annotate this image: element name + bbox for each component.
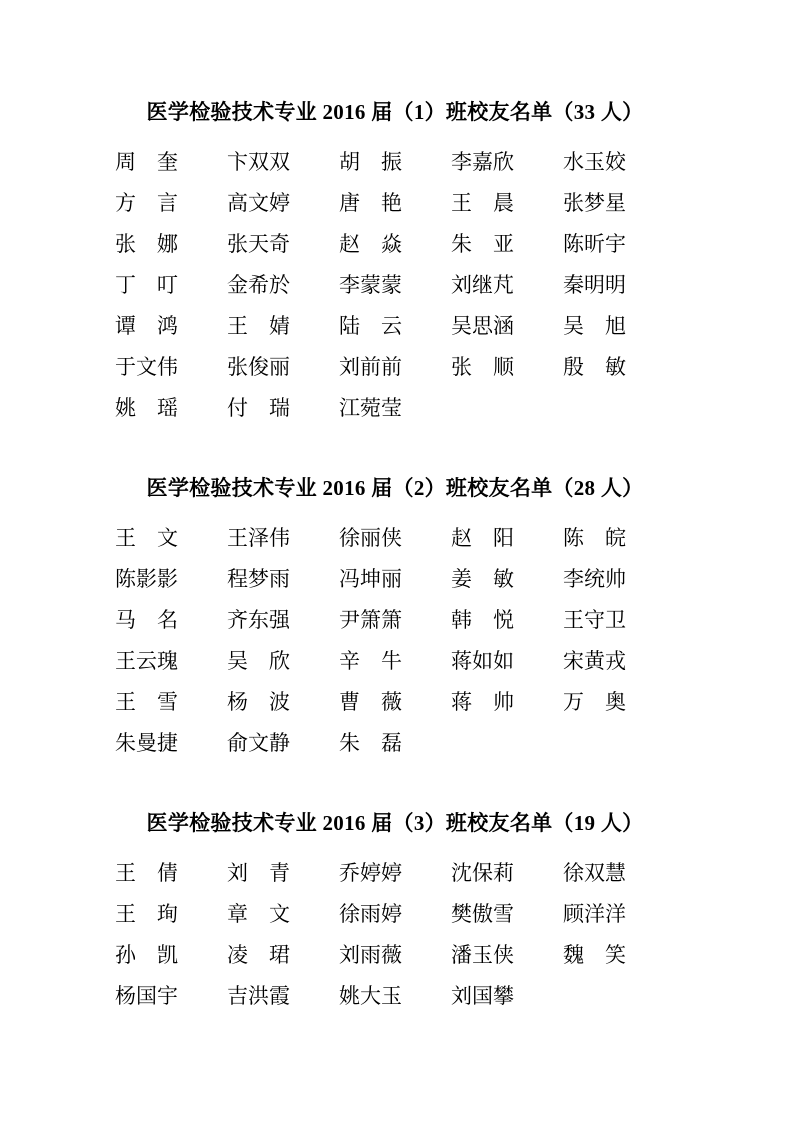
alumni-name: 姜 敏 <box>451 567 514 591</box>
alumni-name: 马 名 <box>115 608 178 632</box>
section-title-class-2: 医学检验技术专业 2016 届（2）班校友名单（28 人） <box>146 476 644 500</box>
alumni-name: 魏 笑 <box>563 943 626 967</box>
alumni-name: 高 文 婷 <box>227 191 290 215</box>
alumni-name: 张 梦 星 <box>563 191 626 215</box>
alumni-name: 王 珣 <box>115 902 178 926</box>
alumni-name: 姚 瑶 <box>115 396 178 420</box>
alumni-name: 蒋 如 如 <box>451 649 514 673</box>
alumni-name: 曹 薇 <box>339 690 402 714</box>
alumni-name: 殷 敏 <box>563 355 626 379</box>
alumni-name: 冯 坤 丽 <box>339 567 402 591</box>
alumni-names-grid-class-2 <box>115 527 675 754</box>
alumni-name: 唐 艳 <box>339 191 402 215</box>
alumni-name: 齐 东 强 <box>227 608 290 632</box>
alumni-name: 尹 箫 箫 <box>339 608 402 632</box>
alumni-name: 江 菀 莹 <box>339 396 402 420</box>
alumni-name: 朱 曼 捷 <box>115 731 178 755</box>
alumni-name: 章 文 <box>227 902 290 926</box>
alumni-name: 谭 鸿 <box>115 314 178 338</box>
alumni-name: 潘 玉 侠 <box>451 943 514 967</box>
alumni-name: 丁 叮 <box>115 273 178 297</box>
alumni-name: 蒋 帅 <box>451 690 514 714</box>
alumni-section-class-2 <box>115 476 675 754</box>
alumni-name: 张 顺 <box>451 355 514 379</box>
alumni-name: 陈 影 影 <box>115 567 178 591</box>
alumni-name: 赵 阳 <box>451 526 514 550</box>
alumni-name: 徐 双 慧 <box>563 861 626 885</box>
alumni-name: 朱 亚 <box>451 232 514 256</box>
alumni-name: 吉 洪 霞 <box>227 984 290 1008</box>
alumni-name: 王 晨 <box>451 191 514 215</box>
alumni-name: 王 倩 <box>115 861 178 885</box>
alumni-name: 刘 继 芃 <box>451 273 514 297</box>
alumni-name: 乔 婷 婷 <box>339 861 402 885</box>
alumni-name: 张 娜 <box>115 232 178 256</box>
alumni-name: 樊 傲 雪 <box>451 902 514 926</box>
section-title-class-1: 医学检验技术专业 2016 届（1）班校友名单（33 人） <box>146 100 644 124</box>
alumni-names-grid-class-3 <box>115 862 675 1007</box>
alumni-name: 周 奎 <box>115 150 178 174</box>
alumni-name: 朱 磊 <box>339 731 402 755</box>
alumni-name: 刘 国 攀 <box>451 984 514 1008</box>
alumni-name: 姚 大 玉 <box>339 984 402 1008</box>
alumni-name: 李 统 帅 <box>563 567 626 591</box>
alumni-name: 沈 保 莉 <box>451 861 514 885</box>
alumni-name: 秦 明 明 <box>563 273 626 297</box>
alumni-name: 胡 振 <box>339 150 402 174</box>
alumni-name: 金 希 於 <box>227 273 290 297</box>
alumni-name: 凌 珺 <box>227 943 290 967</box>
alumni-name: 顾 洋 洋 <box>563 902 626 926</box>
alumni-name: 王 雪 <box>115 690 178 714</box>
alumni-name: 吴 欣 <box>227 649 290 673</box>
alumni-name: 韩 悦 <box>451 608 514 632</box>
alumni-name: 赵 焱 <box>339 232 402 256</box>
alumni-name: 杨 国 宇 <box>115 984 178 1008</box>
alumni-name: 徐 丽 侠 <box>339 526 402 550</box>
alumni-name: 李 嘉 欣 <box>451 150 514 174</box>
alumni-name: 吴 旭 <box>563 314 626 338</box>
alumni-name: 张 俊 丽 <box>227 355 290 379</box>
alumni-name: 孙 凯 <box>115 943 178 967</box>
alumni-name: 陈 皖 <box>563 526 626 550</box>
alumni-name: 李 蒙 蒙 <box>339 273 402 297</box>
alumni-name: 徐 雨 婷 <box>339 902 402 926</box>
alumni-name: 吴 思 涵 <box>451 314 514 338</box>
alumni-name: 卞 双 双 <box>227 150 290 174</box>
alumni-name: 陈 昕 宇 <box>563 232 626 256</box>
alumni-name: 于 文 伟 <box>115 355 178 379</box>
alumni-name: 陆 云 <box>339 314 402 338</box>
alumni-name: 刘 前 前 <box>339 355 402 379</box>
alumni-name: 方 言 <box>115 191 178 215</box>
alumni-section-class-3 <box>115 811 675 1007</box>
alumni-name: 张 天 奇 <box>227 232 290 256</box>
alumni-name: 宋 黄 戎 <box>563 649 626 673</box>
alumni-name: 万 奥 <box>563 690 626 714</box>
alumni-name: 王 云 瑰 <box>115 649 178 673</box>
section-title-class-3: 医学检验技术专业 2016 届（3）班校友名单（19 人） <box>146 811 644 835</box>
alumni-name: 王 文 <box>115 526 178 550</box>
alumni-names-grid-class-1 <box>115 151 675 419</box>
alumni-section-class-1 <box>115 100 675 419</box>
alumni-name: 杨 波 <box>227 690 290 714</box>
alumni-name: 付 瑞 <box>227 396 290 420</box>
alumni-name: 水 玉 姣 <box>563 150 626 174</box>
alumni-name: 俞 文 静 <box>227 731 290 755</box>
alumni-name: 王 婧 <box>227 314 290 338</box>
alumni-name: 辛 牛 <box>339 649 402 673</box>
alumni-name: 刘 雨 薇 <box>339 943 402 967</box>
alumni-name: 王 泽 伟 <box>227 526 290 550</box>
alumni-name: 程 梦 雨 <box>227 567 290 591</box>
alumni-name: 刘 青 <box>227 861 290 885</box>
alumni-name: 王 守 卫 <box>563 608 626 632</box>
